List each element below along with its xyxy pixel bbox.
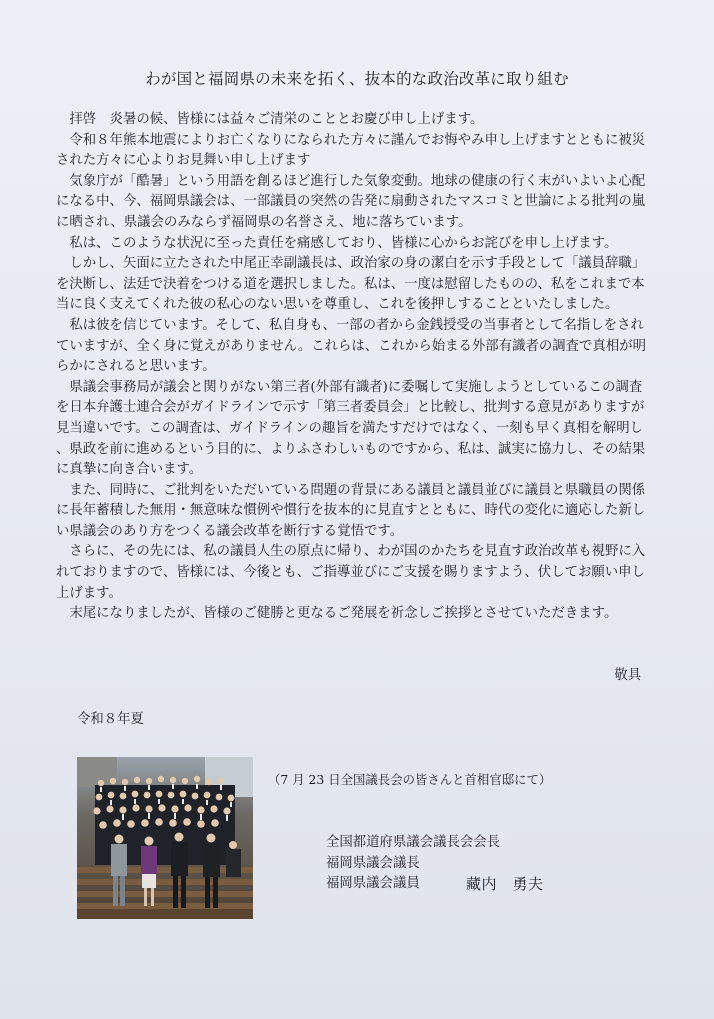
signature-name-row (326, 874, 544, 895)
paragraph-condolence: 令和８年熊本地震によりお亡くなりになられた方々に謹んでお悔やみ申し上げますとともに被災された方々に心よりお見舞い申し上げます (56, 132, 646, 169)
letter-date: 令和８年夏 (77, 712, 144, 727)
paragraph-apology: 私は、このような状況に至った責任を痛感しており、皆様に心からお詫びを申し上げます。 (69, 235, 618, 251)
signature-block (326, 833, 544, 895)
signature-title-1: 全国都道府県議会議長会会長 (326, 835, 501, 850)
letter-body (56, 110, 652, 625)
closing-keigu: 敬具 (614, 668, 641, 683)
paragraph-closing-wish: 末尾になりましたが、皆様のご健勝と更なるご発展を祈念しご挨拶とさせていただきます。 (69, 606, 618, 622)
paragraph-resignation: しかし、矢面に立たされた中尾正幸副議長は、政治家の身の潔白を示す手段として「議員辞職」を決断し、法廷で決着をつける道を選択しました。私は、一度は慰留したものの、私をこれまで本当に良く支えてくれた彼の私心のない思いを尊重し、これを後押しすることといたしました。 (56, 256, 646, 313)
paragraph-future: さらに、その先には、私の議員人生の原点に帰り、わが国のかたちを見直す政治改革も視野に入れておりますので、皆様には、今後とも、ご指導並びにご支援を賜りますよう、伏してお願い申し上げます。 (56, 544, 646, 601)
letter-title: わが国と福岡県の未来を拓く、抜本的な政治改革に取り組む (145, 70, 569, 88)
paragraph-reform: また、同時に、ご批判をいただいている問題の背景にある議員と議員並びに議員と県職員の関係に長年蓄積した無用・無意味な慣例や慣行を抜本的に見直すとともに、時代の変化に適応した新しい県議会のあり方をつくる議会改革を断行する覚悟です。 (56, 482, 646, 539)
photo-caption: （7 月 23 日全国議長会の皆さんと首相官邸にて） (268, 772, 552, 787)
paragraph-belief: 私は彼を信じています。そして、私自身も、一部の者から金銭授受の当事者として名指しをされていますが、全く身に覚えがありません。これらは、これから始まる外部有識者の調査で真相が明らかにされると思います。 (56, 317, 646, 375)
signature-name: 藏内 勇夫 (466, 875, 544, 893)
group-photo (77, 757, 253, 919)
paragraph-greeting: 拝啓 炎暑の候、皆様には益々ご清栄のこととお慶び申し上げます。 (69, 112, 484, 127)
signature-title-2: 福岡県議会議長 (326, 855, 420, 871)
signature-title-3: 福岡県議会議員 (326, 876, 420, 891)
paragraph-investigation: 県議会事務局が議会と関りがない第三者(外部有識者)に委嘱して実施しようとしているこの調査を日本弁護士連合会がガイドラインで示す「第三者委員会」と比較し、批判する意見がありますが見当違いです。この調査は、ガイドラインの趣旨を満たすだけではなく、一刻も早く真相を解明し、県政を前に進めるという目的に、よりふさわしいものですから、私は、誠実に協力し、その結果に真摯に向き合います。 (56, 379, 646, 478)
paragraph-climate: 気象庁が「酷暑」という用語を創るほど進行した気象変動。地球の健康の行く末がいよいよ心配になる中、今、福岡県議会は、一部議員の突然の告発に扇動されたマスコミと世論による批判の嵐に晒され、県議会のみならず福岡県の名誉さえ、地に落ちています。 (56, 173, 646, 230)
